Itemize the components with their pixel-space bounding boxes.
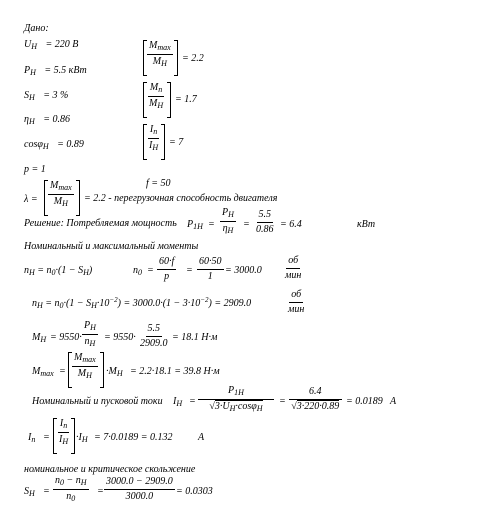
n0-result: = 3000.0 bbox=[225, 265, 262, 276]
bracket-right bbox=[174, 40, 178, 76]
in-over-ih-fraction: $\frac{I_n}{I_H}$ bbox=[149, 124, 159, 152]
mmax-label: $M_{max}$ bbox=[32, 366, 54, 378]
bracket-right bbox=[76, 180, 80, 216]
ph-over-eta-fraction: $\frac{P_H}{\eta_H}$ bbox=[222, 207, 234, 235]
f-line: f = 50 bbox=[146, 178, 171, 189]
nh-calc: $n_H = n_0\cdot(1 - S_H\cdot 10^{-2}) = 3000.0\cdot(1 - 3\cdot 10^{-2}) = 2909.0$ bbox=[32, 296, 252, 310]
slip-numeric-fraction: $\frac{3000.0 - 2909.0}{3000.0}$ bbox=[106, 476, 173, 502]
p-line: p = 1 bbox=[24, 164, 46, 175]
mh-result: = 18.1 H·м bbox=[172, 332, 218, 343]
mmax-over-mh-fraction: $M_{max}$ $M_H$ bbox=[149, 40, 171, 68]
slip-result: = 0.0303 bbox=[176, 486, 213, 497]
ih-fraction: $\frac{P_{1H}}{√3\cdot U_H\cdot\cos\varphi_H}$ bbox=[198, 386, 274, 413]
equals: = bbox=[97, 486, 104, 497]
ph-line: $P_H = 5.5$ кВт bbox=[24, 65, 87, 77]
equals: = bbox=[59, 366, 66, 377]
mn-over-mh-fraction: $\frac{M_n}{M_H}$ bbox=[149, 82, 164, 110]
unit-kw: кВт bbox=[357, 219, 376, 230]
equals: = bbox=[208, 219, 215, 230]
bracket-right bbox=[100, 352, 104, 388]
bracket-right bbox=[161, 124, 165, 160]
nh-unit: об мин bbox=[288, 289, 305, 315]
equals: = bbox=[243, 219, 250, 230]
solution-heading: Решение: Потребляемая мощность bbox=[24, 218, 177, 229]
equals: = bbox=[43, 486, 50, 497]
ih-label: $I_H$ bbox=[173, 396, 183, 408]
bracket-right bbox=[71, 418, 75, 454]
given-heading: Дано: bbox=[24, 23, 49, 34]
nh-formula: $n_H = n_0\cdot(1 - S_H)$ bbox=[24, 265, 93, 277]
in-tail: $\cdot I_H$ bbox=[76, 432, 88, 444]
currents-heading: Номинальный и пусковой токи bbox=[32, 396, 163, 407]
equals: = bbox=[186, 265, 193, 276]
mn-ratio-value: = 1.7 bbox=[175, 94, 197, 105]
mh-label: $M_H$ bbox=[32, 332, 47, 344]
mh-eq: = 9550· bbox=[50, 332, 82, 343]
equals: = bbox=[43, 432, 50, 443]
mmax-result: = 2.2·18.1 = 39.8 H·м bbox=[130, 366, 220, 377]
numeric-fraction: $\frac{5.5}{0.86}$ bbox=[256, 209, 274, 235]
unit-a: A bbox=[198, 432, 205, 443]
eta-line: $\eta_H = 0.86$ bbox=[24, 114, 70, 126]
slip-heading: номинальное и критическое скольжение bbox=[24, 464, 196, 475]
equals: = bbox=[147, 265, 154, 276]
sh-line: $S_H = 3$ % bbox=[24, 90, 69, 102]
in-label: $I_n$ bbox=[28, 432, 36, 444]
in-result: = 7·0.0189 = 0.132 bbox=[94, 432, 173, 443]
n0-numeric-fraction: $\frac{60\cdot 50}{1}$ bbox=[199, 256, 222, 282]
ph-over-nh-fraction: $\frac{P_H}{n_H}$ bbox=[84, 320, 96, 348]
equals: = bbox=[279, 396, 286, 407]
cos-line: cosφ$_H$ = 0.89 bbox=[24, 139, 84, 151]
lambda-fraction: $M_{max}$ $M_H$ bbox=[50, 180, 72, 208]
n0-label: $n_0$ bbox=[133, 265, 142, 277]
mh-numeric-fraction: $\frac{5.5}{2909.0}$ bbox=[140, 323, 168, 349]
ih-numeric-fraction: $\frac{6.4}{√3\cdot 220\cdot 0.89}$ bbox=[289, 387, 342, 412]
slip-fraction: $\frac{n_0 - n_H}{n_0}$ bbox=[55, 475, 87, 503]
bracket-right bbox=[167, 82, 171, 118]
p1h-label: $P_{1H}$ bbox=[187, 219, 203, 231]
ih-result: = 0.0189 bbox=[346, 396, 383, 407]
lambda-value: = 2.2 - перегрузочная способность двигателя bbox=[84, 193, 278, 204]
mmax-ratio-value: = 2.2 bbox=[182, 53, 204, 64]
equals: = bbox=[189, 396, 196, 407]
sh-label: $S_H$ bbox=[24, 486, 35, 498]
unit-a: A bbox=[390, 396, 397, 407]
mmax-fraction: $M_{max}$ $M_H$ bbox=[74, 352, 96, 380]
lambda-label: λ = bbox=[24, 194, 38, 205]
moments-heading: Номинальный и максимальный моменты bbox=[24, 241, 199, 252]
mh-eq2: = 9550· bbox=[104, 332, 136, 343]
in-ratio-value: = 7 bbox=[169, 137, 184, 148]
mmax-tail: $\cdot M_H$ bbox=[106, 366, 123, 378]
uh-line: $U_H = 220$ B bbox=[24, 39, 79, 51]
n0-unit: об мин bbox=[285, 255, 302, 281]
in-fraction: $\frac{I_n}{I_H}$ bbox=[59, 418, 69, 446]
n0-fraction: $\frac{60\cdot f}{p}$ bbox=[159, 256, 175, 282]
p1h-result: = 6.4 bbox=[280, 219, 302, 230]
